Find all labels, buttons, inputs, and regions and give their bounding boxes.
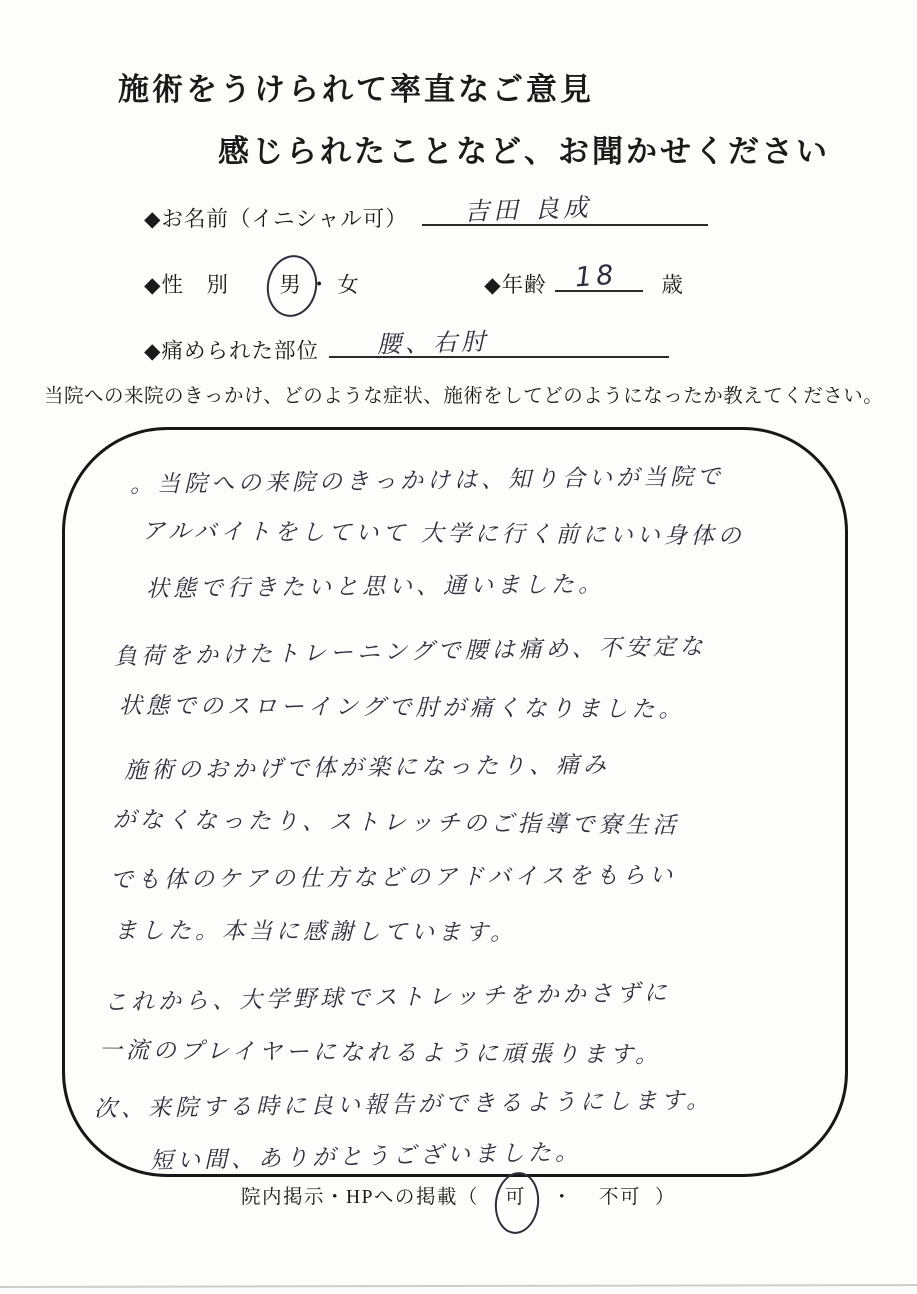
publication-allow-label: 可 [504,1187,526,1208]
publication-close-paren: ） [654,1187,676,1208]
testimonial-line: がなくなったり、ストレッチのご指導で寮生活 [112,807,680,839]
name-field-row [144,192,708,233]
publication-option-allow [505,1181,526,1209]
name-underline [422,192,708,227]
page-title-line1: 施術をうけられて率直なご意見 [118,72,594,107]
page-title-line2: 感じられたことなど、お聞かせください [218,134,830,169]
testimonial-line: 状態で行きたいと思い、通いました。 [145,571,606,603]
age-field-label: ◆年齢 [484,273,547,297]
testimonial-line: 次、来院する時に良い報告ができるようにします。 [93,1087,714,1123]
bodypart-field-label: ◆痛められた部位 [144,339,320,363]
gender-option-male [279,268,302,299]
age-field-value: 18 [573,259,619,294]
publication-option-deny: 不可 [598,1187,641,1208]
gender-field-label: ◆性 別 [144,273,230,297]
gender-option-female: 女 [337,273,360,297]
testimonial-line: 施術のおかげで体が楽になったり、痛み [123,752,611,784]
testimonial-line: ました。本当に感謝しています。 [113,917,518,947]
testimonial-line: アルバイトをしていて 大学に行く前にいい身体の [141,518,745,550]
testimonial-line: 状態でのスローイングで肘が痛くなりました。 [118,693,686,723]
gender-age-row [144,259,684,299]
testimonial-line: 負荷をかけたトレーニングで腰は痛め、不安定な [113,633,707,671]
testimonial-line: これから、大学野球でストレッチをかかさずに [103,980,672,1016]
gender-separator: ・ [308,273,331,297]
age-underline [555,259,643,294]
name-field-value: 吉田 良成 [463,192,593,227]
testimonial-line: 一流のプレイヤーになれるように頑張ります。 [98,1037,663,1069]
publication-separator: ・ [551,1187,573,1208]
publication-label: 院内掲示・HPへの掲載（ [241,1187,479,1208]
bodypart-field-value: 腰、右肘 [377,327,490,359]
testimonial-line: 短い間、ありがとうございました。 [149,1139,583,1175]
prompt-text: 当院への来院のきっかけ、どのような症状、施術をしてどのようになったか教えてください。 [44,386,884,407]
name-field-label: ◆お名前（イニシャル可） [144,207,408,231]
gender-male-label: 男 [279,273,302,297]
bodypart-field-row [144,327,669,365]
testimonial-line: でも体のケアの仕方などのアドバイスをもらい [109,862,677,894]
scan-edge-line [0,1284,917,1288]
publication-permission-row [0,1181,917,1209]
testimonial-line: 。当院への来院のきっかけは、知り合いが当院で [129,463,725,499]
age-unit-label: 歳 [661,273,684,297]
bodypart-underline [329,327,669,359]
